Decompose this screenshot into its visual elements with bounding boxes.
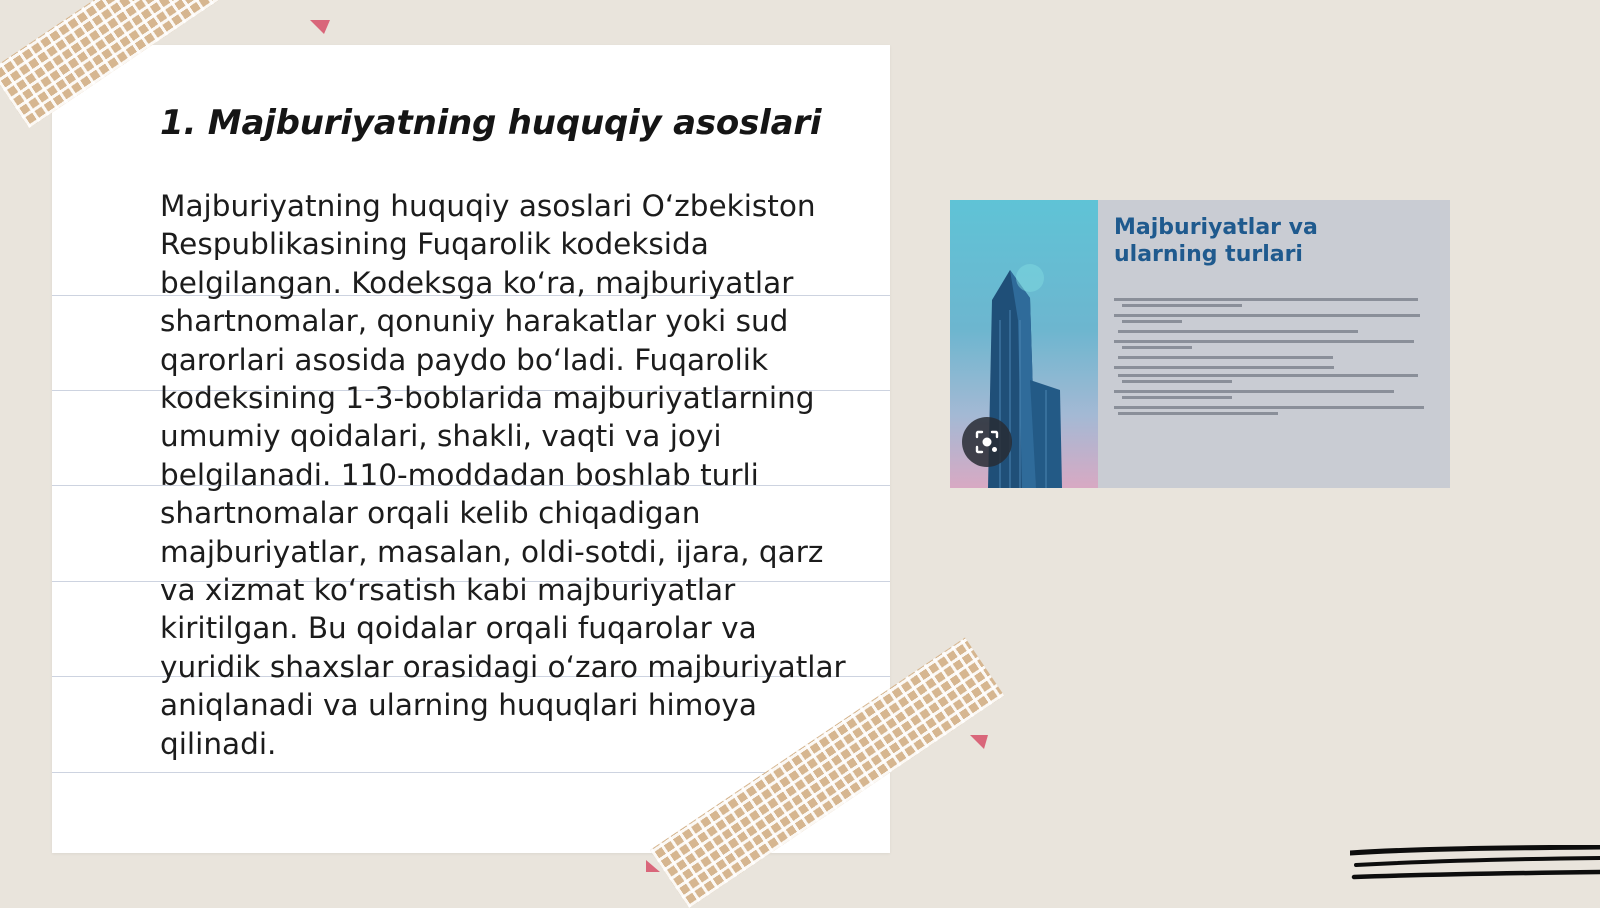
slide-body-text: Majburiyatning huquqiy asoslari O‘zbekiston Respublikasining Fuqarolik kodeksida belgilangan. Kodeksga ko‘ra, majburiyatlar shartnomalar, qonuniy harakatlar yoki sud qarorlari asosida paydo bo‘ladi. Fuqarolik kodeksining 1-3-boblarida majburiyatlarning umumiy qoidalari, shakli, vaqti va joyi belgilanadi. 110-moddadan boshlab turli shartnomalar orqali kelib chiqadigan majburiyatlar, masalan, oldi-sotdi, ijara, qarz va xizmat ko‘rsatish kabi majburiyatlar kiritilgan. Bu qoidalar orqali fuqarolar va yuridik shaxslar orasidagi o‘zaro majburiyatlar aniqlanadi va ularning huquqlari himoya qilinadi. (160, 189, 846, 761)
lens-search-icon (973, 428, 1001, 456)
thumbnail-title-line: Majburiyatlar va (1114, 215, 1318, 240)
tape-tip-bottom-left (646, 860, 660, 872)
lens-search-button[interactable] (962, 417, 1012, 467)
note-paper (52, 45, 890, 853)
slide-title: 1. Majburiyatning huquqiy asoslari (160, 103, 822, 143)
tape-tip-top (310, 20, 330, 34)
tape-tip-bottom-right (970, 735, 988, 749)
brush-stroke-decoration (1350, 845, 1600, 890)
thumbnail-title (1114, 214, 1318, 268)
slide-thumbnail[interactable] (950, 200, 1450, 488)
thumbnail-title-line: ularning turlari (1114, 242, 1303, 267)
thumbnail-body-lines (1114, 298, 1424, 433)
